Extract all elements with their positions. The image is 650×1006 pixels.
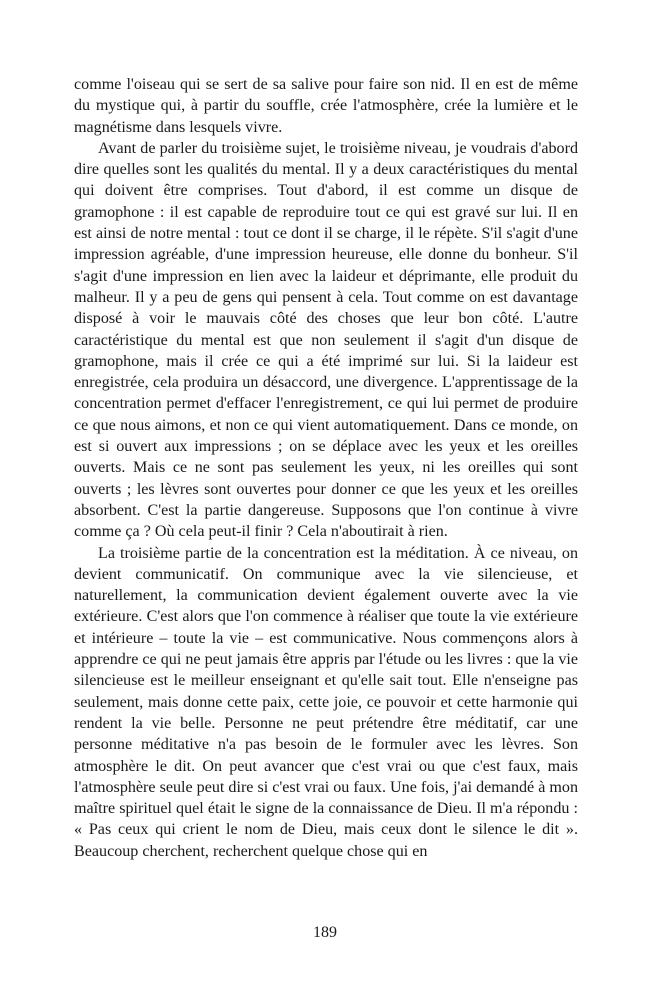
- body-text: [74, 74, 578, 862]
- paragraph-mental-qualities: Avant de parler du troisième sujet, le troisième niveau, je voudrais d'abord dire quelles sont les qualités du mental. Il y a deux caractéristiques du mental qui doivent être comprises. Tout d'abord, il est comme un disque de gramophone : il est capable de reproduire tout ce qui est gravé sur lui. Il en est ainsi de notre mental : tout ce dont il se charge, il le répète. S'il s'agit d'une impression agréable, d'une impression heureuse, elle donne du bonheur. S'il s'agit d'une impression en lien avec la laideur et déprimante, elle produit du malheur. Il y a peu de gens qui pensent à cela. Tout comme on est davantage disposé à voir le mauvais côté des choses que leur bon côté. L'autre caractéristique du mental est que non seulement il s'agit d'un disque de gramophone, mais il crée ce qui a été imprimé sur lui. Si la laideur est enregistrée, cela produira un désaccord, une divergence. L'apprentissage de la concentration permet d'effacer l'enregistrement, ce qui lui permet de produire ce que nous aimons, et non ce qui vient automatiquement. Dans ce monde, on est si ouvert aux impressions ; on se déplace avec les yeux et les oreilles ouverts. Mais ce ne sont pas seulement les yeux, ni les oreilles qui sont ouverts ; les lèvres sont ouvertes pour donner ce que les yeux et les oreilles absorbent. C'est la partie dangereuse. Supposons que l'on continue à vivre comme ça ? Où cela peut-il finir ? Cela n'aboutirait à rien.: [74, 139, 578, 541]
- page-number: 189: [313, 924, 337, 941]
- paragraph-continuation: comme l'oiseau qui se sert de sa salive pour faire son nid. Il en est de même du mystique qui, à partir du souffle, crée l'atmosphère, crée la lumière et le magnétisme dans lesquels vivre.: [74, 76, 578, 136]
- paragraph-meditation: La troisième partie de la concentration est la méditation. À ce niveau, on devient communicatif. On communique avec la vie silencieuse, et naturellement, la communication devient également ouverte avec la vie extérieure. C'est alors que l'on commence à réaliser que toute la vie extérieure et intérieure – toute la vie – est communicative. Nous commençons alors à apprendre ce qui ne peut jamais être appris par l'étude ou les livres : que la vie silencieuse est le meilleur enseignant et qu'elle sait tout. Elle n'enseigne pas seulement, mais donne cette paix, cette joie, ce pouvoir et cette harmonie qui rendent la vie belle. Personne ne peut prétendre être méditatif, car une personne méditative n'a pas besoin de le formuler avec les lèvres. Son atmosphère le dit. On peut avancer que c'est vrai ou que c'est faux, mais l'atmosphère seule peut dire si c'est vrai ou faux. Une fois, j'ai demandé à mon maître spirituel quel était le signe de la connaissance de Dieu. Il m'a répondu : « Pas ceux qui crient le nom de Dieu, mais ceux dont le silence le dit ». Beaucoup cherchent, recherchent quelque chose qui en: [74, 544, 578, 860]
